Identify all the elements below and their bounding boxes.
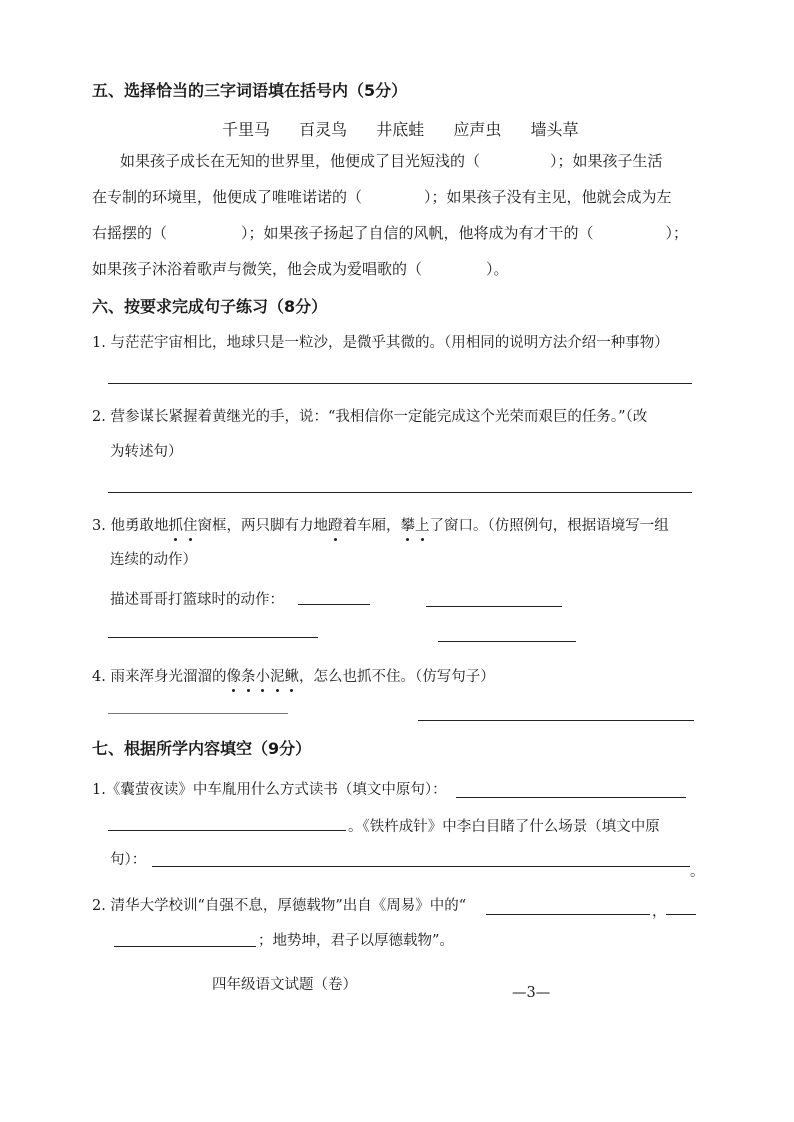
section7-q1-cont: 。《铁杵成针》中李白目睹了什么场景（填文中原 <box>348 819 660 835</box>
section6-q1: 1. 与茫茫宇宙相比，地球只是一粒沙，是微乎其微的。（用相同的说明方法介绍一种事物） <box>92 335 669 351</box>
text: 窗框，两只脚有力地 <box>197 518 328 534</box>
answer-line[interactable] <box>486 914 650 915</box>
section5-line1 <box>120 150 663 171</box>
text: 如果孩子成长在无知的世界里，他便成了目光短浅的（ <box>120 152 481 170</box>
section7-q2-cont: ；地势坤，君子以厚德载物”。 <box>258 933 454 949</box>
section6-q3-prompt: 描述哥哥打篮球时的动作： <box>110 592 284 608</box>
text: 4. 雨来浑身光溜溜的 <box>92 669 227 685</box>
section7-q1-end: 。 <box>690 864 705 880</box>
section7-q2-comma: ， <box>652 904 667 920</box>
section7-q1: 1.《囊萤夜读》中车胤用什么方式读书（填文中原句）： <box>92 782 447 798</box>
section6-q2: 2. 营参谋长紧握着黄继光的手，说：“我相信你一定能完成这个光荣而艰巨的任务。”（改 <box>92 409 648 425</box>
word-bank-item: 墙头草 <box>530 120 579 139</box>
section6-q3-cont: 连续的动作） <box>110 552 197 568</box>
section6-q2-cont: 为转述句） <box>110 444 183 460</box>
text: 着车厢， <box>342 518 401 534</box>
word-bank-item: 千里马 <box>222 120 271 139</box>
answer-line[interactable] <box>438 641 576 642</box>
answer-line[interactable] <box>108 713 288 714</box>
page-number: —3— <box>512 985 551 1001</box>
text: ）；如果孩子生活 <box>550 152 663 170</box>
emphasis-char: 上 <box>414 518 430 534</box>
text: ）； <box>665 224 689 242</box>
emphasis-char: 鳅 <box>284 669 299 685</box>
section7-q2: 2. 清华大学校训“自强不息，厚德载物”出自《周易》中的“ <box>92 898 467 914</box>
section6-q4 <box>92 665 495 686</box>
answer-line[interactable] <box>456 797 686 798</box>
text: ）；如果孩子扬起了自信的风帆，他将成为有才干的（ <box>241 224 594 242</box>
section5-line4 <box>92 258 509 279</box>
answer-line[interactable] <box>108 637 318 638</box>
section5-line3 <box>92 222 688 243</box>
answer-line[interactable] <box>426 606 562 607</box>
text: ）。 <box>486 260 509 278</box>
section5-title: 五、选择恰当的三字词语填在括号内（5分） <box>92 81 408 100</box>
text: 右摇摆的（ <box>92 224 168 242</box>
emphasis-char: 攀 <box>400 518 415 534</box>
section6-title: 六、按要求完成句子练习（8分） <box>92 297 328 316</box>
text: ，怎么也抓不住。（仿写句子） <box>298 669 495 685</box>
section6-q3 <box>92 514 669 535</box>
answer-line[interactable] <box>298 604 370 605</box>
section7-q1-cont2: 句）： <box>110 852 147 868</box>
emphasis-char: 泥 <box>269 669 285 685</box>
text: 如果孩子沐浴着歌声与微笑，他会成为爱唱歌的（ <box>92 260 423 278</box>
emphasis-char: 小 <box>255 669 270 685</box>
text: 在专制的环境里，他便成了唯唯诺诺的（ <box>92 188 363 206</box>
emphasis-char: 抓 <box>168 518 183 534</box>
answer-line[interactable] <box>114 946 256 947</box>
text: 窗口。（仿照例句，根据语境写一组 <box>443 518 669 534</box>
answer-line[interactable] <box>108 383 692 384</box>
answer-line[interactable] <box>666 914 696 915</box>
emphasis-char: 像 <box>226 669 241 685</box>
text: ）；如果孩子没有主见，他就会成为左 <box>424 188 672 206</box>
word-bank-item: 井底蛙 <box>376 120 425 139</box>
section7-title: 七、根据所学内容填空（9分） <box>92 739 312 758</box>
word-bank <box>222 117 602 140</box>
text: 了 <box>429 518 444 534</box>
emphasis-char: 住 <box>182 518 198 534</box>
answer-line[interactable] <box>108 492 692 493</box>
emphasis-char: 蹬 <box>327 518 343 534</box>
exam-name: 四年级语文试题（卷） <box>212 977 357 993</box>
text: 3. 他勇敢地 <box>92 518 169 534</box>
emphasis-char: 条 <box>240 669 256 685</box>
answer-line[interactable] <box>152 866 690 867</box>
word-bank-item: 百灵鸟 <box>299 120 348 139</box>
answer-line[interactable] <box>108 830 346 831</box>
section5-line2 <box>92 186 672 207</box>
answer-line[interactable] <box>418 720 694 721</box>
word-bank-item: 应声虫 <box>453 120 502 139</box>
